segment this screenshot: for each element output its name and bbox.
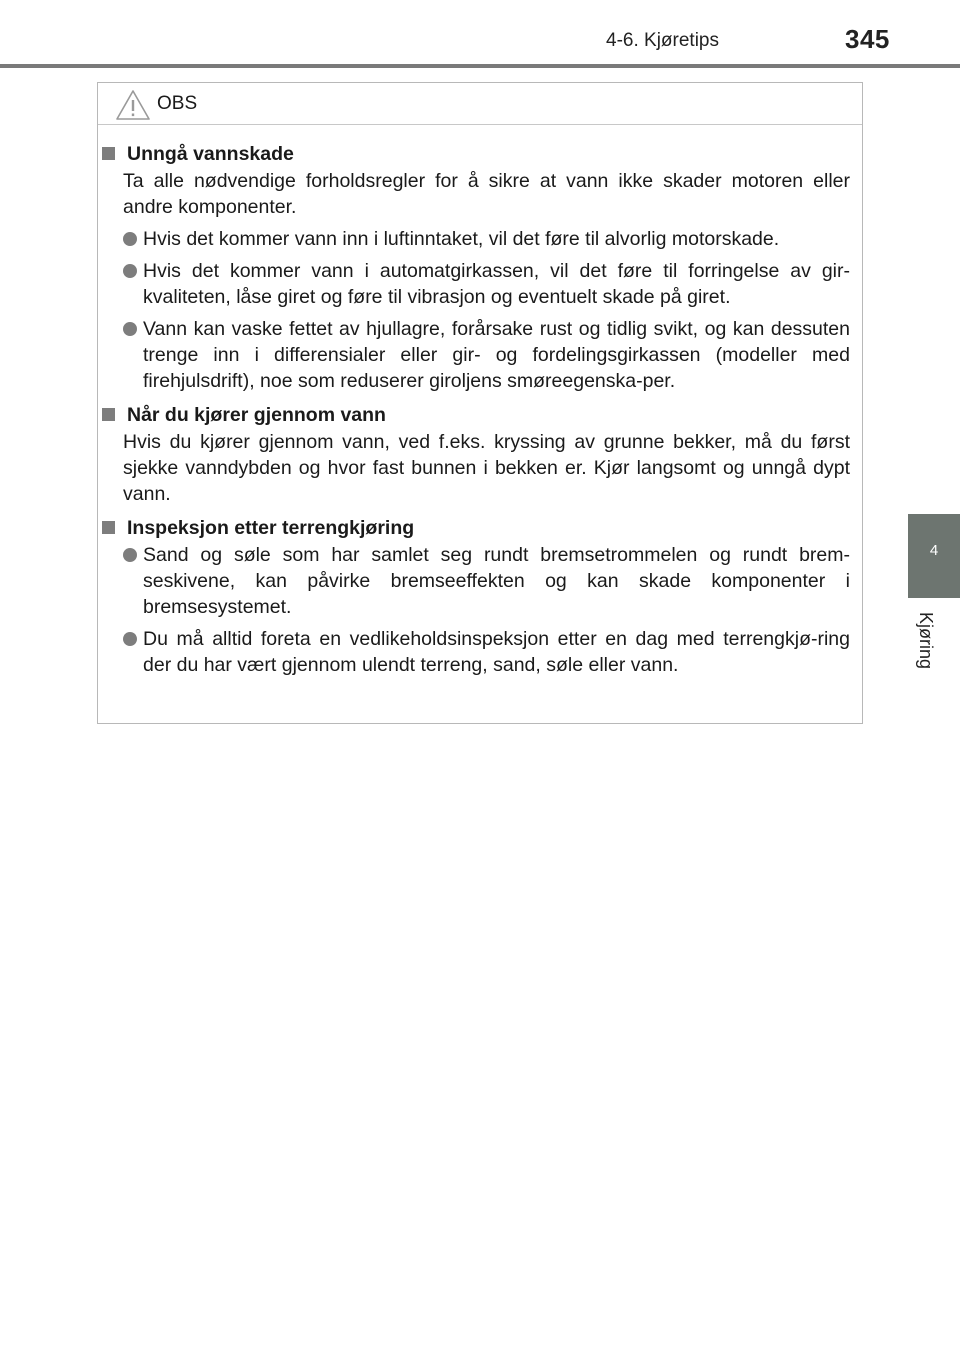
header-rule: [0, 64, 960, 68]
obs-notice-title: OBS: [157, 93, 198, 114]
notice-section-offroad-inspection: [98, 515, 862, 678]
section-heading: [123, 141, 850, 167]
list-item-text: Hvis det kommer vann inn i luftinntaket, vil det føre til alvorlig motorskade.: [143, 228, 780, 250]
section-heading: [123, 402, 850, 428]
warning-triangle-icon: [115, 89, 151, 121]
section-heading: [123, 515, 850, 541]
list-item: [123, 316, 850, 394]
circle-bullet-icon: [123, 232, 137, 246]
circle-bullet-icon: [123, 632, 137, 646]
section-heading-text: Når du kjører gjennom vann: [127, 404, 386, 426]
list-item-text: Du må alltid foreta en vedlikeholdsinspeksjon etter en dag med terrengkjø-ring der du har vært gjennom ulendt terreng, sand, søle eller vann.: [143, 628, 850, 676]
header-section-title: 4-6. Kjøretips: [606, 30, 719, 51]
square-bullet-icon: [102, 147, 115, 160]
obs-notice-content: [98, 141, 862, 686]
section-paragraph: Hvis du kjører gjennom vann, ved f.eks. kryssing av grunne bekker, må du først sjekke vanndybden og hvor fast bunnen i bekken er. Kjør langsomt og unngå dypt vann.: [123, 431, 850, 505]
list-item: [123, 542, 850, 620]
page-number: 345: [845, 24, 890, 54]
chapter-tab-number: 4: [929, 542, 939, 559]
square-bullet-icon: [102, 521, 115, 534]
notice-section-water-damage: [98, 141, 862, 394]
chapter-tab-label: Kjøring: [916, 612, 936, 670]
list-item-text: Sand og søle som har samlet seg rundt bremsetrommelen og rundt brem-seskivene, kan påvirke bremseeffekten og kan skade komponenter i bremsesystemet.: [143, 544, 850, 618]
notice-section-driving-through-water: [98, 402, 862, 507]
list-item-text: Vann kan vaske fettet av hjullagre, forårsake rust og tidlig svikt, og kan dessuten trenge inn i differensialer eller gir- og fordelingsgirkassen (modeller med firehjulsdrift), noe som reduserer giroljens smøreegenska-per.: [143, 318, 850, 392]
square-bullet-icon: [102, 408, 115, 421]
list-item: [123, 226, 850, 252]
circle-bullet-icon: [123, 548, 137, 562]
circle-bullet-icon: [123, 264, 137, 278]
obs-notice-box: [97, 82, 863, 724]
section-heading-text: Unngå vannskade: [127, 143, 294, 165]
list-item-text: Hvis det kommer vann i automatgirkassen, vil det føre til forringelse av gir-kvaliteten, låse giret og føre til vibrasjon og eventuelt skade på giret.: [143, 260, 850, 308]
circle-bullet-icon: [123, 322, 137, 336]
section-heading-text: Inspeksjon etter terrengkjøring: [127, 517, 415, 539]
list-item: [123, 626, 850, 678]
section-paragraph: Ta alle nødvendige forholdsregler for å sikre at vann ikke skader motoren eller andre komponenter.: [123, 170, 850, 218]
list-item: [123, 258, 850, 310]
obs-notice-header: [98, 83, 862, 125]
